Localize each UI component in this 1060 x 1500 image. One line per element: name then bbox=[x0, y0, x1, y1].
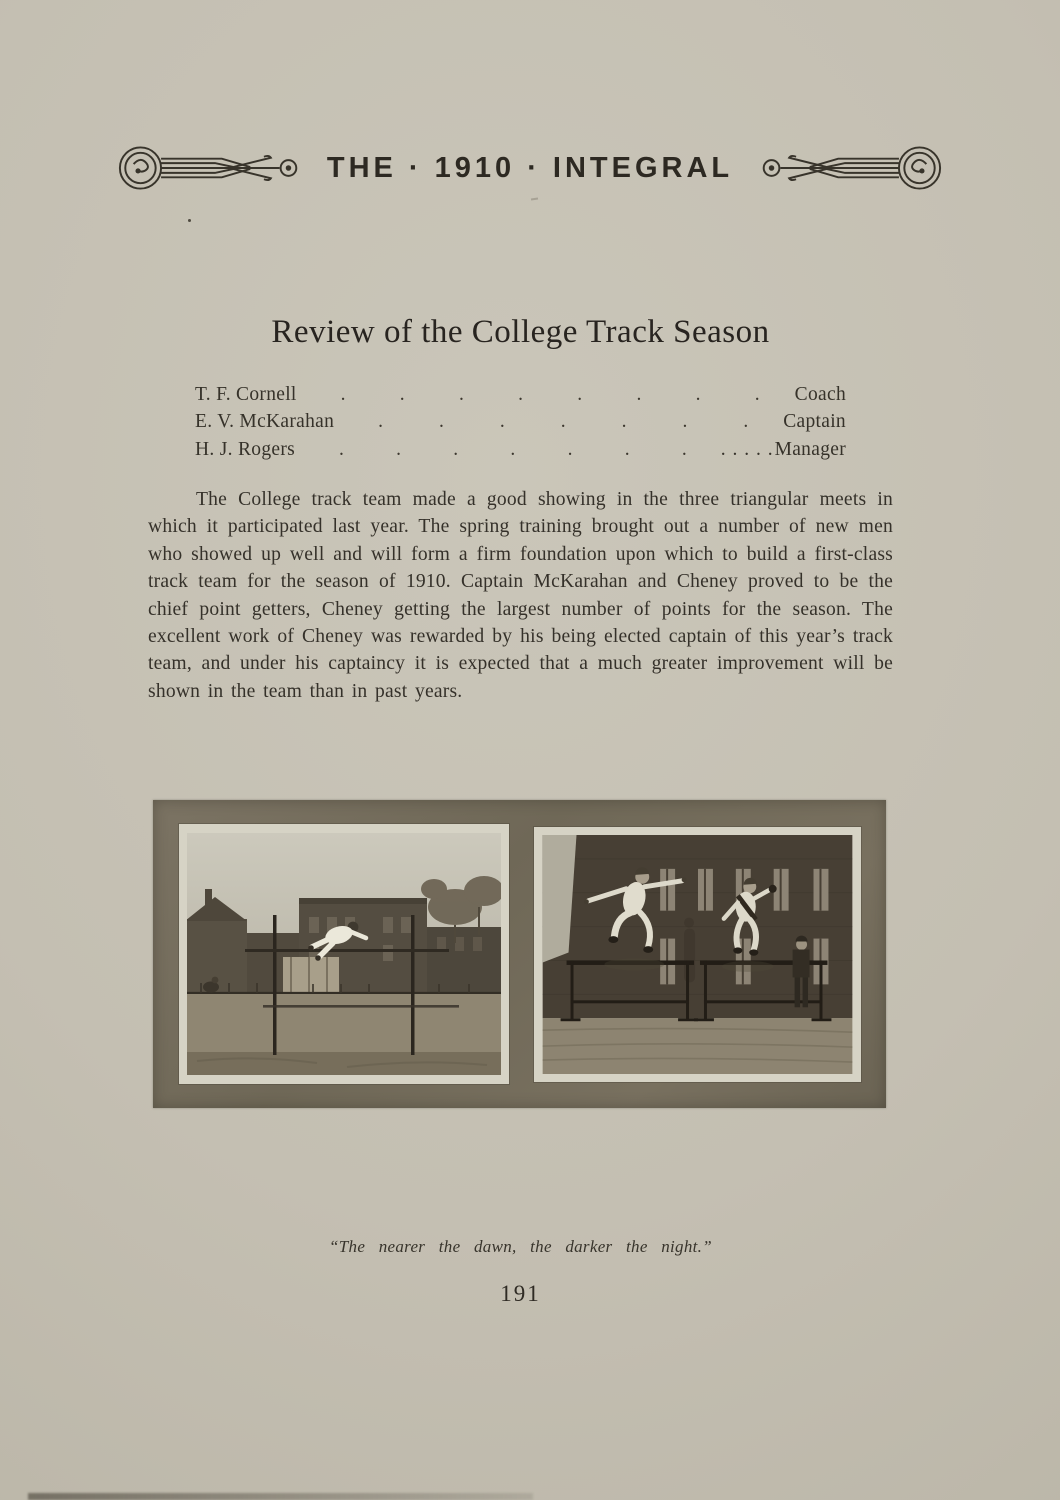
ink-speck bbox=[531, 198, 538, 201]
dot-leader-short: . . . . . bbox=[720, 438, 774, 460]
dot-leader: . . . . . . . bbox=[339, 438, 687, 460]
article-body: The College track team made a good showing in the three triangular meets in which it participated last year. The spring training brought out a number of new men who showed up well and will form a firm foundation upon which to build a first-class track team for the season of 1910. Captain McKarahan and Cheney proved to be the chief point getters, Cheney getting the largest number of points for the season. The excellent work of Cheney was rewarded by his being elected captain of this year’s track team, and under his captaincy it is expected that a much greater improvement will be shown in the team than in past years. bbox=[148, 489, 893, 702]
roster-row bbox=[195, 408, 846, 435]
roster-role: Captain bbox=[783, 411, 846, 433]
scan-edge-shadow bbox=[28, 1493, 533, 1500]
page-number: 191 bbox=[500, 1281, 541, 1306]
roster-role: Manager bbox=[774, 438, 846, 460]
masthead-title: THE · 1910 · INTEGRAL bbox=[326, 151, 734, 184]
photo-plate bbox=[153, 800, 886, 1108]
roster-role: Coach bbox=[794, 384, 846, 405]
dot-leader: . . . . . . . . bbox=[340, 384, 760, 405]
staff-roster bbox=[195, 381, 846, 463]
roster-row bbox=[195, 436, 846, 463]
roster-name: H. J. Rogers bbox=[195, 438, 296, 460]
masthead bbox=[0, 136, 1060, 200]
ink-speck bbox=[188, 219, 191, 222]
dot-leader: . . . . . . . bbox=[378, 411, 749, 433]
article-title: Review of the College Track Season bbox=[271, 314, 770, 350]
roster-name: T. F. Cornell bbox=[195, 384, 297, 405]
roster-name: E. V. McKarahan bbox=[195, 411, 335, 433]
scroll-ornament-right-icon bbox=[749, 140, 945, 196]
scroll-ornament-left-icon bbox=[115, 140, 311, 196]
hurdles-photo bbox=[534, 827, 861, 1082]
roster-row bbox=[195, 381, 846, 408]
page-quote: “The nearer the dawn, the darker the night.” bbox=[329, 1237, 712, 1256]
high-jump-photo bbox=[179, 824, 509, 1084]
